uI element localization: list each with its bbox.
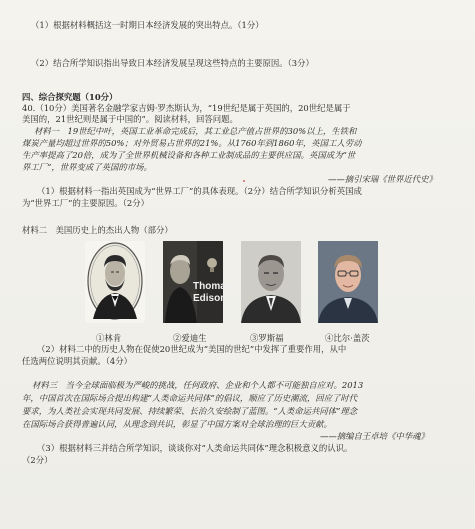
material-3-line-3: 要求，为人类社会实现共同发展、持续繁荣、长治久安绘制了蓝图。“人类命运共同体”理念: [22, 406, 358, 416]
material-1-line-3: 生产率提高了20倍，成为了全世界机械设备和各种工业制成品的主要供应国。英国成为“世: [22, 150, 356, 160]
caption-gates: ④比尔·盖茨: [325, 333, 370, 343]
caption-lincoln: ①林肯: [96, 333, 122, 343]
caption-edison: ②爱迪生: [173, 333, 207, 343]
question-1-2: （2）结合所学知识指出导致日本经济发展呈现这些特点的主要原因。（3分）: [31, 58, 314, 68]
caption-roosevelt: ③罗斯福: [250, 333, 284, 343]
gates-portrait: [318, 241, 378, 323]
material-3-line-2: 年，中国首次在国际场合提出构建“人类命运共同体”的倡议，顺应了历史潮流，回应了时代: [22, 393, 358, 403]
sub-question-3-line-2: （2分）: [22, 455, 53, 465]
question-1-1: （1）根据材料概括这一时期日本经济发展的突出特点。（1分）: [31, 20, 264, 30]
material-2-heading: 材料二 美国历史上的杰出人物（部分）: [22, 225, 173, 235]
sub-question-1-line-2: 为“世界工厂”的主要原因。（2分）: [22, 198, 149, 208]
material-1-line-1: 材料一 19世纪中叶，英国工业革命完成后，其工业总产值占世界的30%以上，生铁和: [34, 126, 357, 136]
material-3-line-4: 在国际场合获得普遍认同，从理念到共识，彰显了中国方案对全球治理的巨大贡献。: [22, 419, 332, 429]
source-3: ——摘编自王卓培《中华魂》: [320, 431, 429, 441]
source-1: ——摘引宋瑞《世界近代史》: [328, 174, 437, 184]
q40-line-1: 40.（10分）美国著名金融学家吉姆·罗杰斯认为，“19世纪是属于英国的，20世纪是属于: [22, 103, 351, 113]
sub-question-2-line-1: （2）材料二中的历史人物在促使20世纪成为“美国的世纪”中发挥了重要作用，从中: [37, 344, 347, 354]
section-heading: 四、综合探究题（10分）: [22, 92, 118, 102]
cover-title-line-2: Edison: [193, 293, 227, 304]
material-3-line-1: 材料三 当今全球面临极为严峻的挑战，任何政府、企业和个人都不可能独自应对。2013: [32, 380, 364, 390]
sub-question-3-line-1: （3）根据材料三并结合所学知识，谈谈你对“人类命运共同体”理念积极意义的认识。: [37, 443, 353, 453]
material-1-line-4: 界工厂”，世界变成了英国的市场。: [22, 162, 152, 172]
lincoln-portrait: [85, 241, 145, 323]
sub-question-2-line-2: 任选两位说明其贡献。（4分）: [22, 356, 133, 366]
roosevelt-portrait: [241, 241, 301, 323]
q40-line-2: 美国的，21世纪则是属于中国的”。阅读材料，回答问题。: [22, 114, 238, 124]
ink-mark: [243, 180, 245, 182]
cover-title-line-1: Thomas: [193, 281, 232, 292]
material-1-line-2: 煤炭产量均超过世界的50%；对外贸易占世界的21%。从1760年到1860年，英国工人劳动: [22, 138, 362, 148]
edison-book-cover: [163, 241, 232, 323]
sub-question-1-line-1: （1）根据材料一指出英国成为“世界工厂”的具体表现。（2分）结合所学知识分析英国成: [37, 186, 362, 196]
